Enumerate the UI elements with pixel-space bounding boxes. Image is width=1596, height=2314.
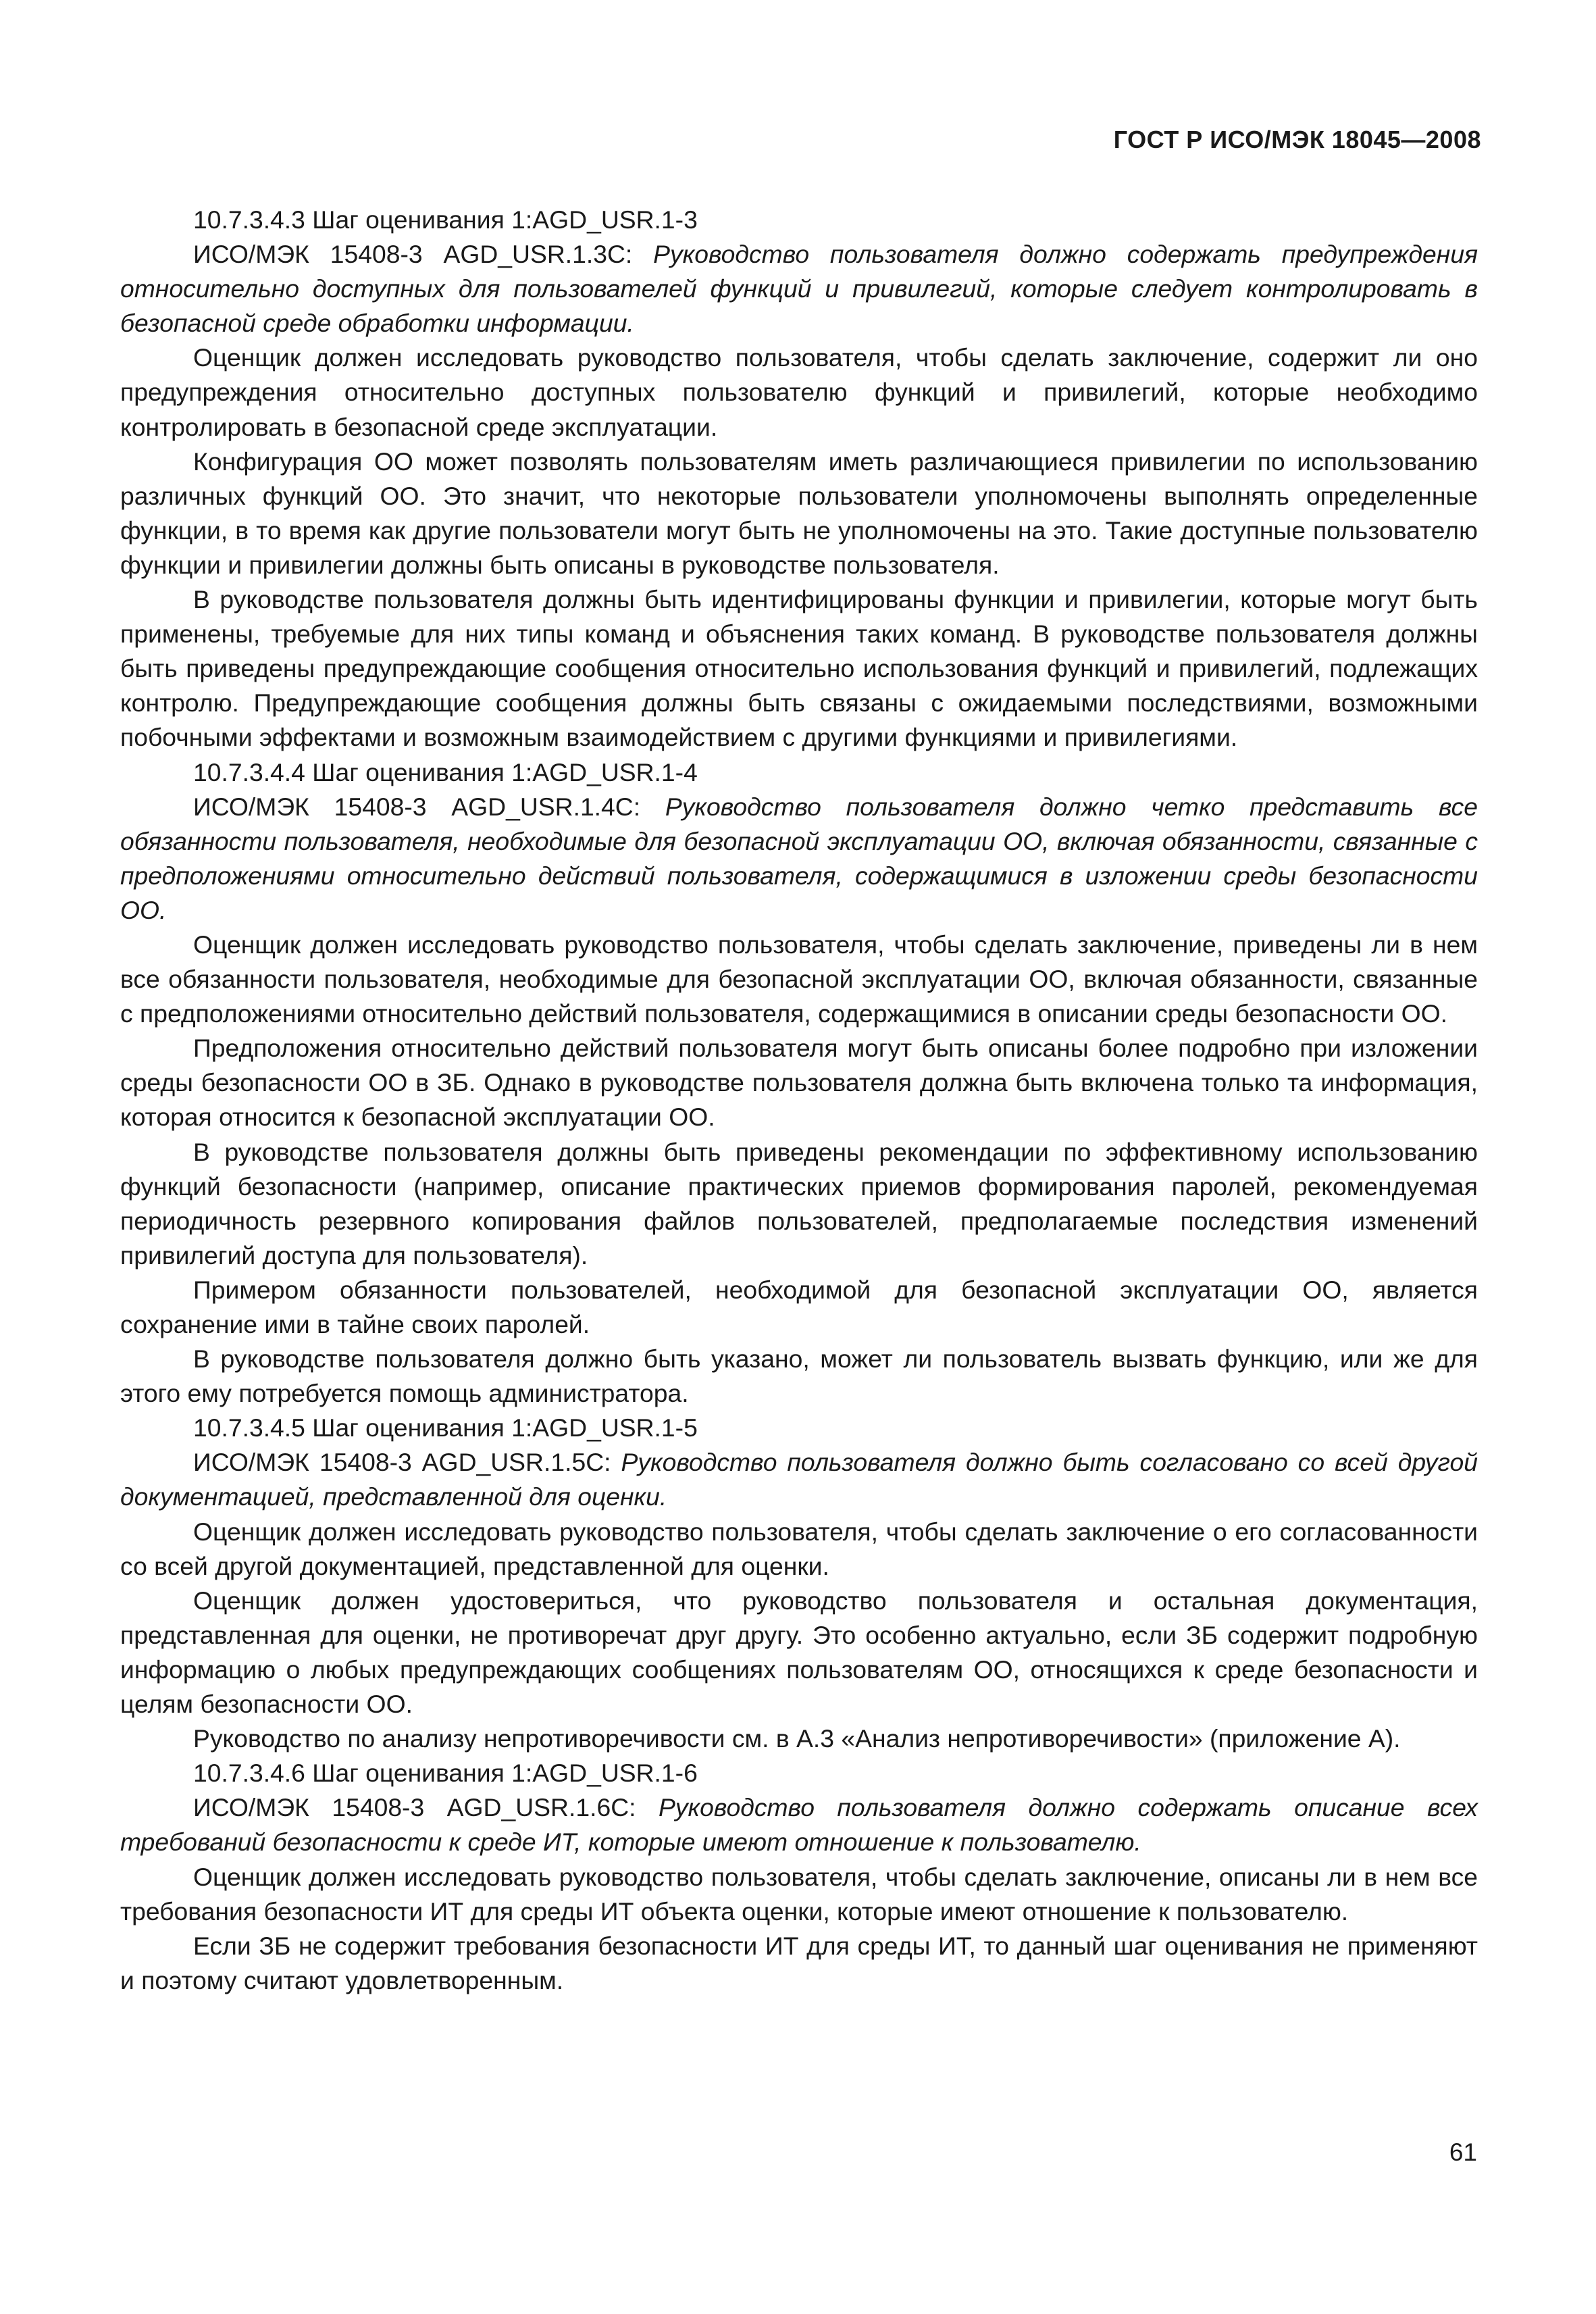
paragraph: Примером обязанности пользователей, необходимой для безопасной эксплуатации ОО, является сохранение ими в тайне своих паролей. (120, 1275, 1478, 1338)
paragraph (120, 237, 1478, 341)
paragraph: Оценщик должен исследовать руководство пользователя, чтобы сделать заключение о его согласованности со всей другой документацией, представленной для оценки. (120, 1517, 1478, 1580)
step-heading: 10.7.3.4.3 Шаг оценивания 1:AGD_USR.1-3 (193, 205, 698, 234)
requirement-ref: ИСО/МЭК 15408-3 AGD_USR.1.3С: (193, 240, 654, 269)
paragraph: Оценщик должен исследовать руководство пользователя, чтобы сделать заключение, описаны ли в нем все требования безопасности ИТ для среды ИТ объекта оценки, которые имеют отношение к пользователю. (120, 1862, 1478, 1926)
paragraph: Если ЗБ не содержит требования безопасности ИТ для среды ИТ, то данный шаг оценивания не применяют и поэтому считают удовлетворенным. (120, 1931, 1478, 1994)
requirement-text: Руководство пользователя должно содержать описание всех требований безопасности к среде ИТ, которые имеют отношение к пользователю. (120, 1793, 1478, 1857)
paragraph (120, 790, 1478, 928)
requirement-text: Руководство пользователя должно четко представить все обязанности пользователя, необходимые для безопасной эксплуатации ОО, включая обязанности, связанные с предположениями относительно действий пользователя, содержащимися в изложении среды безопасности ОО. (120, 792, 1478, 924)
paragraph (120, 1790, 1478, 1859)
requirement-ref: ИСО/МЭК 15408-3 AGD_USR.1.5С: (193, 1448, 621, 1477)
paragraph: В руководстве пользователя должны быть идентифицированы функции и привилегии, которые могут быть применены, требуемые для них типы команд и объяснения таких команд. В руководстве пользователя должны быть приведены предупреждающие сообщения относительно использования функций и привилегий, подлежащих контролю. Предупреждающие сообщения должны быть связаны с ожидаемыми последствиями, возможными побочными эффектами и возможным взаимодействием с другими функциями и привилегиями. (120, 585, 1478, 752)
paragraph (120, 1756, 1478, 1790)
requirement-text: Руководство пользователя должно быть согласовано со всей другой документацией, представленной для оценки. (120, 1448, 1478, 1511)
step-heading: 10.7.3.4.4 Шаг оценивания 1:AGD_USR.1-4 (193, 757, 698, 786)
requirement-text: Руководство пользователя должно содержать предупреждения относительно доступных для пользователей функций и привилегий, которые следует контролировать в безопасной среде обработки информации. (120, 240, 1478, 338)
step-heading: 10.7.3.4.5 Шаг оценивания 1:AGD_USR.1-5 (193, 1413, 698, 1442)
step-heading: 10.7.3.4.6 Шаг оценивания 1:AGD_USR.1-6 (193, 1759, 698, 1788)
paragraph: Оценщик должен исследовать руководство пользователя, чтобы сделать заключение, приведены ли в нем все обязанности пользователя, необходимые для безопасной эксплуатации ОО, включая обязанности, связанные с предположениями относительно действий пользователя, содержащимися в описании среды безопасности ОО. (120, 930, 1478, 1028)
paragraph: Оценщик должен исследовать руководство пользователя, чтобы сделать заключение, содержит ли оно предупреждения относительно доступных пользователю функций и привилегий, которые необходимо контролировать в безопасной среде эксплуатации. (120, 343, 1478, 441)
paragraph (120, 203, 1478, 237)
paragraph: В руководстве пользователя должны быть приведены рекомендации по эффективному использованию функций безопасности (например, описание практических приемов формирования паролей, рекомендуемая периодичность резервного копирования файлов пользователей, предполагаемые последствия изменений привилегий доступа для пользователя). (120, 1137, 1478, 1269)
requirement-ref: ИСО/МЭК 15408-3 AGD_USR.1.4С: (193, 792, 665, 821)
paragraph (120, 1411, 1478, 1445)
paragraph: В руководстве пользователя должно быть указано, может ли пользователь вызвать функцию, или же для этого ему потребуется помощь администратора. (120, 1344, 1478, 1408)
page-number: 61 (1449, 2138, 1477, 2166)
page-header-standard: ГОСТ Р ИСО/МЭК 18045—2008 (1113, 126, 1481, 153)
requirement-ref: ИСО/МЭК 15408-3 AGD_USR.1.6С: (193, 1793, 659, 1822)
body-text (120, 203, 1478, 1998)
paragraph (120, 1445, 1478, 1514)
paragraph (120, 755, 1478, 790)
paragraph: Руководство по анализу непротиворечивости см. в А.3 «Анализ непротиворечивости» (приложение А). (193, 1724, 1401, 1753)
paragraph: Оценщик должен удостовериться, что руководство пользователя и остальная документация, представленная для оценки, не противоречат друг другу. Это особенно актуально, если ЗБ содержит подробную информацию о любых предупреждающих сообщениях пользователям ОО, относящихся к среде безопасности и целям безопасности ОО. (120, 1586, 1478, 1719)
paragraph: Предположения относительно действий пользователя могут быть описаны более подробно при изложении среды безопасности ОО в ЗБ. Однако в руководстве пользователя должна быть включена только та информация, которая относится к безопасной эксплуатации ОО. (120, 1034, 1478, 1132)
paragraph: Конфигурация ОО может позволять пользователям иметь различающиеся привилегии по использованию различных функций ОО. Это значит, что некоторые пользователи уполномочены выполнять определенные функции, в то время как другие пользователи могут быть не уполномочены на это. Такие доступные пользователю функции и привилегии должны быть описаны в руководстве пользователя. (120, 447, 1478, 579)
